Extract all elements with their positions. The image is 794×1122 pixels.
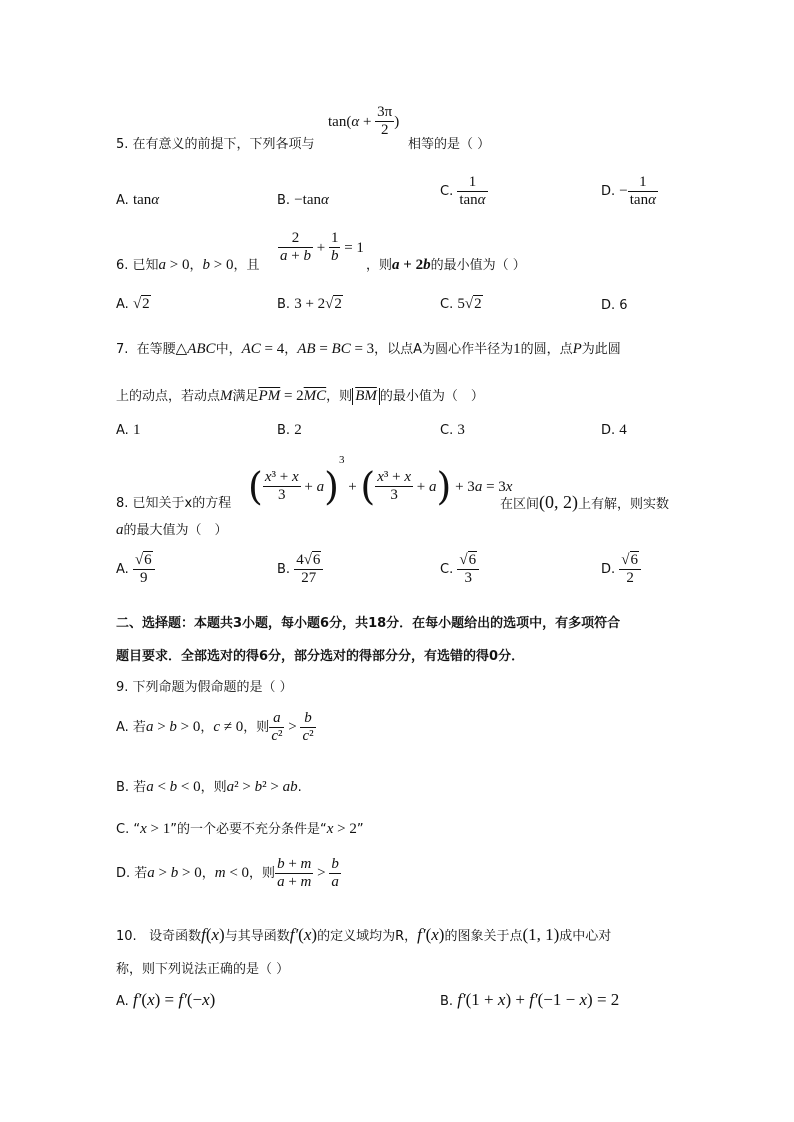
q5-expression: tan(α + $\frac{3\pi}{2}$ ) bbox=[328, 104, 400, 138]
q6-stem: 6. 已知a > 0，b > 0，且 bbox=[116, 257, 260, 273]
q7-option-b: B. 2 bbox=[277, 422, 302, 438]
q7-line1: 7. 在等腰△ABC中，AC = 4，AB = BC = 3，以点A为圆心作半径为1的圆，点P为此圆 bbox=[116, 341, 621, 357]
q7-option-a: A. 1 bbox=[116, 422, 141, 438]
q6-stem-b: ，则a + 2b的最小值为（ ） bbox=[366, 257, 526, 273]
q6-option-b: B. 3 + 2√2 bbox=[277, 296, 342, 312]
q10-option-b: B. f′(1 + x) + f′(−1 − x) = 2 bbox=[440, 990, 620, 1009]
q7-line2: 上的动点，若动点M满足$\overline{PM} = 2\overline{MC}$，则 $\overline{BM}$ 的最小值为（ ） bbox=[116, 388, 484, 404]
q8-stem-b: 在区间(0, 2)上有解，则实数 bbox=[500, 492, 670, 512]
q6-option-c: C. 5√2 bbox=[440, 296, 482, 312]
q7-option-d: D. 4 bbox=[601, 422, 627, 438]
q8-stem-a: 8. 已知关于x的方程 bbox=[116, 496, 232, 511]
section2-line1: 二、选择题：本题共3小题，每小题6分，共18分．在每小题给出的选项中，有多项符合 bbox=[116, 616, 621, 631]
q8-line2: a的最大值为（ ） bbox=[116, 522, 228, 538]
q10-line1: 10. 设奇函数f(x)与其导函数f′(x)的定义域均为R，f′(x)的图象关于点(1, 1)成中心对 bbox=[116, 925, 612, 944]
q10-option-a: A. f′(x) = f′(−x) bbox=[116, 990, 216, 1009]
q5-stem-b: 相等的是（ ） bbox=[408, 137, 491, 152]
q5-option-a: A. tanα bbox=[116, 192, 160, 208]
q9-option-a: A. 若a > b > 0，c ≠ 0，则 $\frac{a}{\text{c²}}$ > $\frac{b}{\text{c²}}$ bbox=[116, 710, 314, 744]
q5-option-d: D. − $\frac{1}{\tan\alpha}$ bbox=[601, 174, 656, 208]
q9-option-b: B. 若a < b < 0，则a² > b² > ab. bbox=[116, 779, 302, 795]
q10-line2: 称，则下列说法正确的是（ ） bbox=[116, 962, 290, 977]
q8-option-d: D. $\frac{√6}{2}$ bbox=[601, 552, 641, 587]
q5-stem-a: 5. 在有意义的前提下，下列各项与 bbox=[116, 137, 315, 152]
q8-option-c: C. $\frac{√6}{3}$ bbox=[440, 552, 479, 587]
q6-option-a: A. √2 bbox=[116, 296, 150, 312]
q6-equation: $\frac{2}{a + b}$ + $\frac{1}{b}$ = 1 bbox=[280, 230, 364, 264]
q8-option-b: B. $\frac{4√6}{27}$ bbox=[277, 552, 323, 587]
section2-line2: 题目要求．全部选对的得6分，部分选对的得部分分，有选错的得0分． bbox=[116, 649, 525, 664]
q8-option-a: A. $\frac{√6}{9}$ bbox=[116, 552, 155, 587]
q8-equation: ( $\frac{\text{x³ + x}}{3}$ + a)$^3$ + ( $\frac{\text{x³ + x}}{3}$ + a) + 3a = 3x bbox=[248, 454, 513, 509]
q9-stem: 9. 下列命题为假命题的是（ ） bbox=[116, 680, 293, 695]
q9-option-d: D. 若a > b > 0，m < 0，则 $\frac{b + m}{a + m}$ > $\frac{b}{a}$ bbox=[116, 856, 339, 890]
q5-stem bbox=[116, 133, 315, 152]
q7-option-c: C. 3 bbox=[440, 422, 465, 438]
q5-option-b: B. −tanα bbox=[277, 192, 329, 208]
q9-option-c: C. “x > 1”的一个必要不充分条件是“x > 2” bbox=[116, 821, 364, 837]
q5-option-c: C. $\frac{1}{\tan\alpha}$ bbox=[440, 174, 486, 208]
q6-option-d: D. 6 bbox=[601, 298, 628, 313]
